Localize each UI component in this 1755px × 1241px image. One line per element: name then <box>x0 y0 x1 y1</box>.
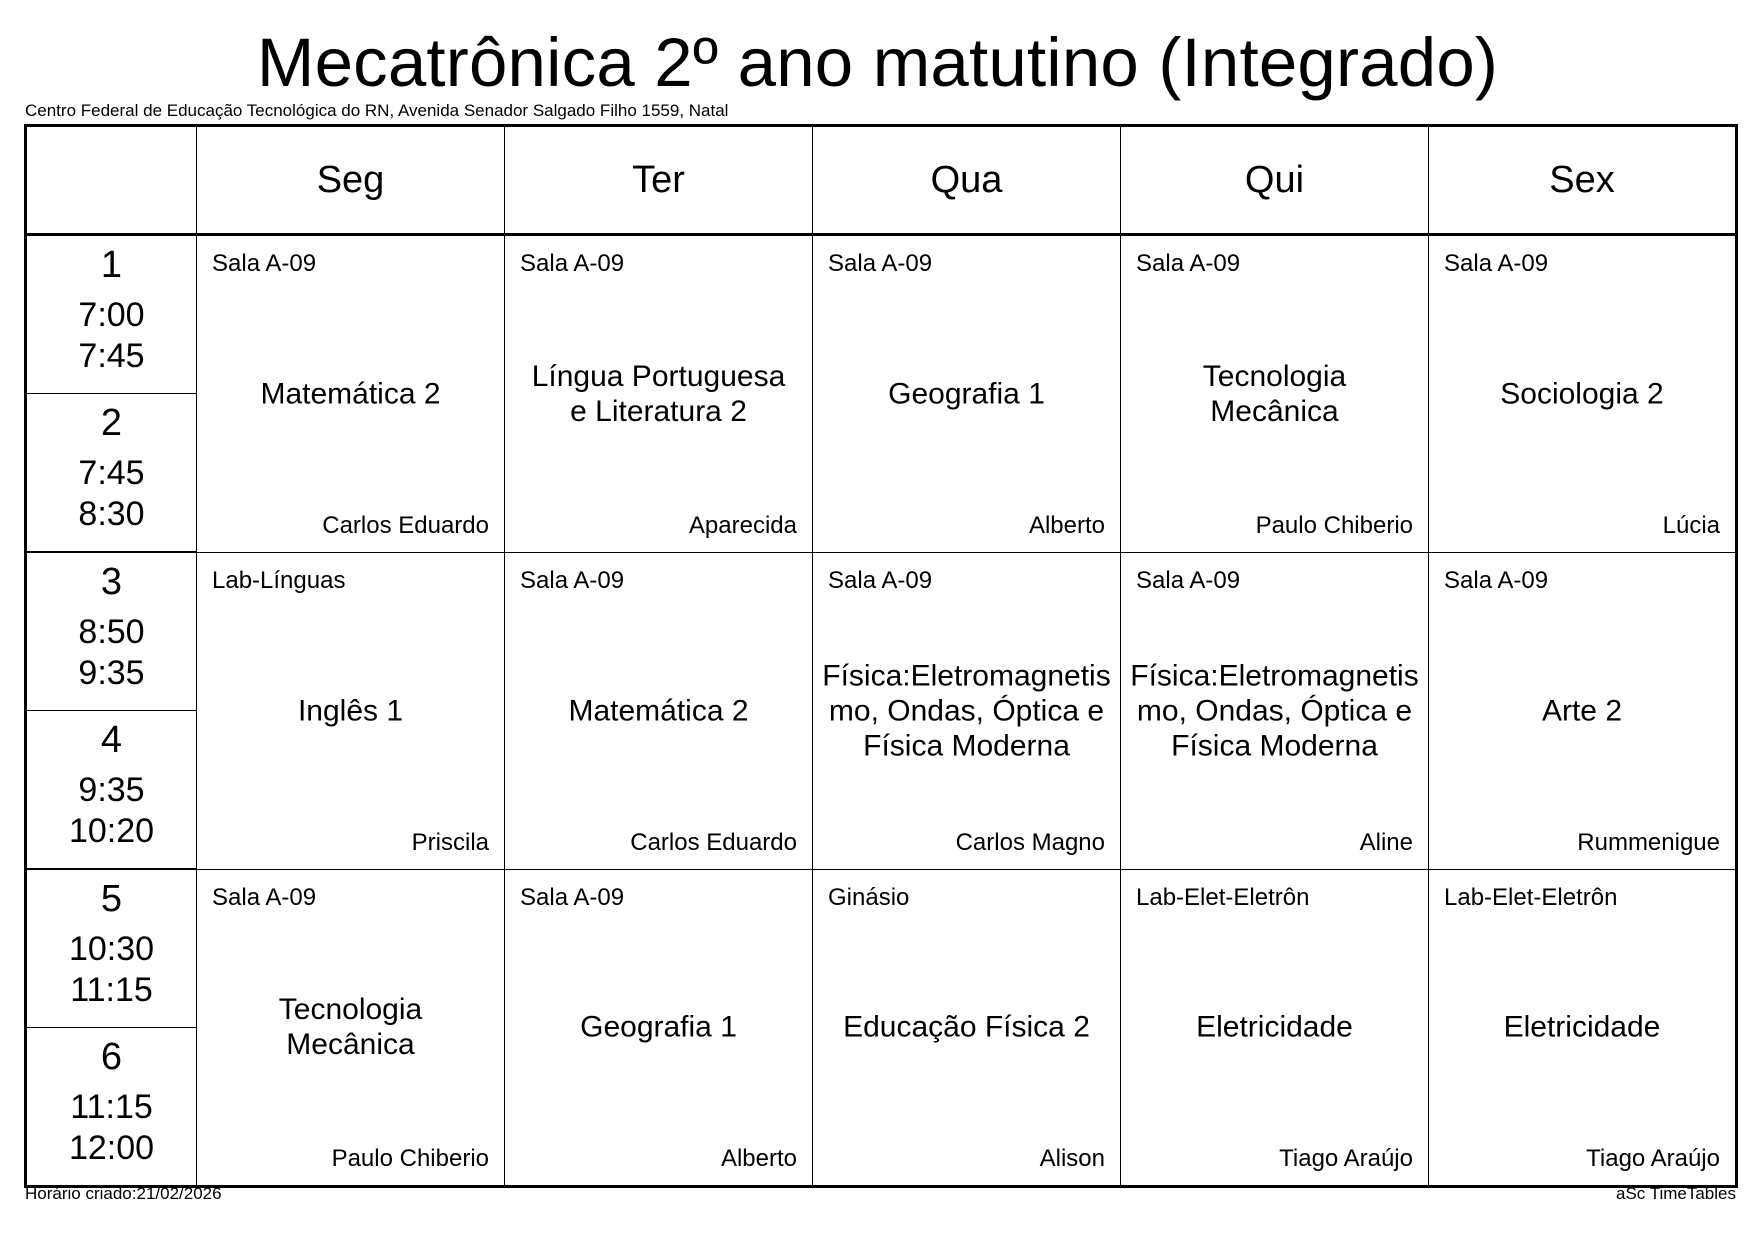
created-date: Horário criado:21/02/2026 <box>25 1184 222 1203</box>
period-time: 11:15 12:00 <box>68 1088 155 1167</box>
period-time: 10:30 11:15 <box>68 930 155 1009</box>
period-cell-5 <box>26 869 197 1028</box>
lesson-room: Sala A-09 <box>520 250 625 277</box>
lesson-cell <box>813 869 1121 1187</box>
day-header-qui: Qui <box>1121 126 1429 235</box>
lesson-room: Ginásio <box>828 883 910 911</box>
lesson-teacher: Alberto <box>1028 511 1105 539</box>
lesson-cell <box>813 235 1121 553</box>
lesson-cell <box>505 235 813 553</box>
lesson-teacher: Paulo Chiberio <box>1255 511 1413 539</box>
lesson-subject: Educação Física 2 <box>843 1010 1090 1044</box>
lesson-cell <box>197 235 505 553</box>
lesson-room: Sala A-09 <box>828 566 933 594</box>
lesson-teacher: Alison <box>1039 1145 1105 1172</box>
lesson-cell <box>197 552 505 869</box>
lesson-subject: Geografia 1 <box>580 1010 737 1044</box>
lesson-subject: Tecnologia Mecânica <box>1202 359 1347 428</box>
lesson-subject: Tecnologia Mecânica <box>278 993 423 1062</box>
period-number: 2 <box>100 402 123 444</box>
lesson-room: Sala A-09 <box>212 250 317 277</box>
lesson-subject: Física:Eletromagnetismo, Ondas, Óptica e Física Moderna <box>1130 659 1419 762</box>
lesson-teacher: Tiago Araújo <box>1279 1145 1413 1172</box>
lesson-subject: Sociologia 2 <box>1500 377 1664 411</box>
lesson-room: Sala A-09 <box>828 250 933 277</box>
lesson-teacher: Aline <box>1359 828 1413 856</box>
period-cell-6 <box>26 1028 197 1187</box>
lesson-room: Lab-Línguas <box>212 566 346 594</box>
period-cell-4 <box>26 711 197 870</box>
lesson-subject: Inglês 1 <box>297 694 404 727</box>
period-number: 4 <box>100 719 123 761</box>
lesson-teacher: Tiago Araújo <box>1586 1145 1720 1172</box>
day-header-row <box>26 126 1737 235</box>
period-number: 3 <box>100 561 123 603</box>
day-header-ter: Ter <box>505 126 813 235</box>
period-cell-2 <box>26 394 197 553</box>
lesson-cell <box>813 552 1121 869</box>
timetable-grid <box>24 124 1738 1188</box>
corner-cell <box>26 126 197 235</box>
lesson-teacher: Rummenigue <box>1577 828 1720 856</box>
lesson-subject: Matemática 2 <box>568 694 749 727</box>
lesson-teacher: Carlos Eduardo <box>322 511 489 539</box>
lesson-room: Lab-Elet-Eletrôn <box>1444 883 1618 911</box>
period-row <box>26 869 1737 1028</box>
lesson-teacher: Priscila <box>411 828 489 856</box>
lesson-cell <box>1429 235 1737 553</box>
period-cell-1 <box>26 235 197 394</box>
lesson-room: Sala A-09 <box>1136 566 1241 594</box>
period-number: 5 <box>100 878 123 920</box>
lesson-cell <box>1121 869 1429 1187</box>
timetable-title: Mecatrônica 2º ano matutino (Integrado) <box>256 24 1499 101</box>
lesson-teacher: Lúcia <box>1662 511 1720 539</box>
lesson-cell <box>505 869 813 1187</box>
period-time: 8:50 9:35 <box>78 613 145 692</box>
lesson-room: Sala A-09 <box>1136 250 1241 277</box>
lesson-room: Sala A-09 <box>1444 566 1549 594</box>
lesson-teacher: Aparecida <box>688 511 797 539</box>
software-credit: aSc TimeTables <box>1616 1184 1736 1203</box>
lesson-cell <box>1429 552 1737 869</box>
period-number: 6 <box>100 1036 123 1078</box>
lesson-cell <box>197 869 505 1187</box>
day-header-sex: Sex <box>1429 126 1737 235</box>
period-time: 7:00 7:45 <box>78 296 145 375</box>
lesson-room: Sala A-09 <box>212 883 317 911</box>
lesson-cell <box>505 552 813 869</box>
lesson-subject: Física:Eletromagnetismo, Ondas, Óptica e Física Moderna <box>822 659 1111 762</box>
lesson-subject: Língua Portuguesa e Literatura 2 <box>531 359 786 428</box>
day-header-qua: Qua <box>813 126 1121 235</box>
lesson-teacher: Paulo Chiberio <box>331 1145 489 1172</box>
lesson-room: Sala A-09 <box>520 566 625 594</box>
period-number: 1 <box>100 244 123 286</box>
period-row <box>26 235 1737 394</box>
school-address: Centro Federal de Educação Tecnológica do RN, Avenida Senador Salgado Filho 1559, Natal <box>25 101 729 120</box>
lesson-subject: Arte 2 <box>1541 694 1623 727</box>
lesson-subject: Eletricidade <box>1196 1010 1353 1044</box>
period-time: 9:35 10:20 <box>68 771 155 850</box>
lesson-subject: Matemática 2 <box>260 377 441 411</box>
lesson-subject: Geografia 1 <box>888 377 1045 411</box>
lesson-teacher: Alberto <box>720 1145 797 1172</box>
lesson-room: Lab-Elet-Eletrôn <box>1136 883 1310 911</box>
lesson-room: Sala A-09 <box>1444 250 1549 277</box>
lesson-teacher: Carlos Magno <box>955 828 1105 856</box>
lesson-subject: Eletricidade <box>1503 1010 1661 1044</box>
period-row <box>26 552 1737 711</box>
lesson-cell <box>1121 552 1429 869</box>
lesson-teacher: Carlos Eduardo <box>630 828 797 856</box>
period-time: 7:45 8:30 <box>78 454 145 533</box>
lesson-cell <box>1121 235 1429 553</box>
lesson-cell <box>1429 869 1737 1187</box>
lesson-room: Sala A-09 <box>520 883 625 911</box>
period-cell-3 <box>26 552 197 711</box>
day-header-seg: Seg <box>197 126 505 235</box>
